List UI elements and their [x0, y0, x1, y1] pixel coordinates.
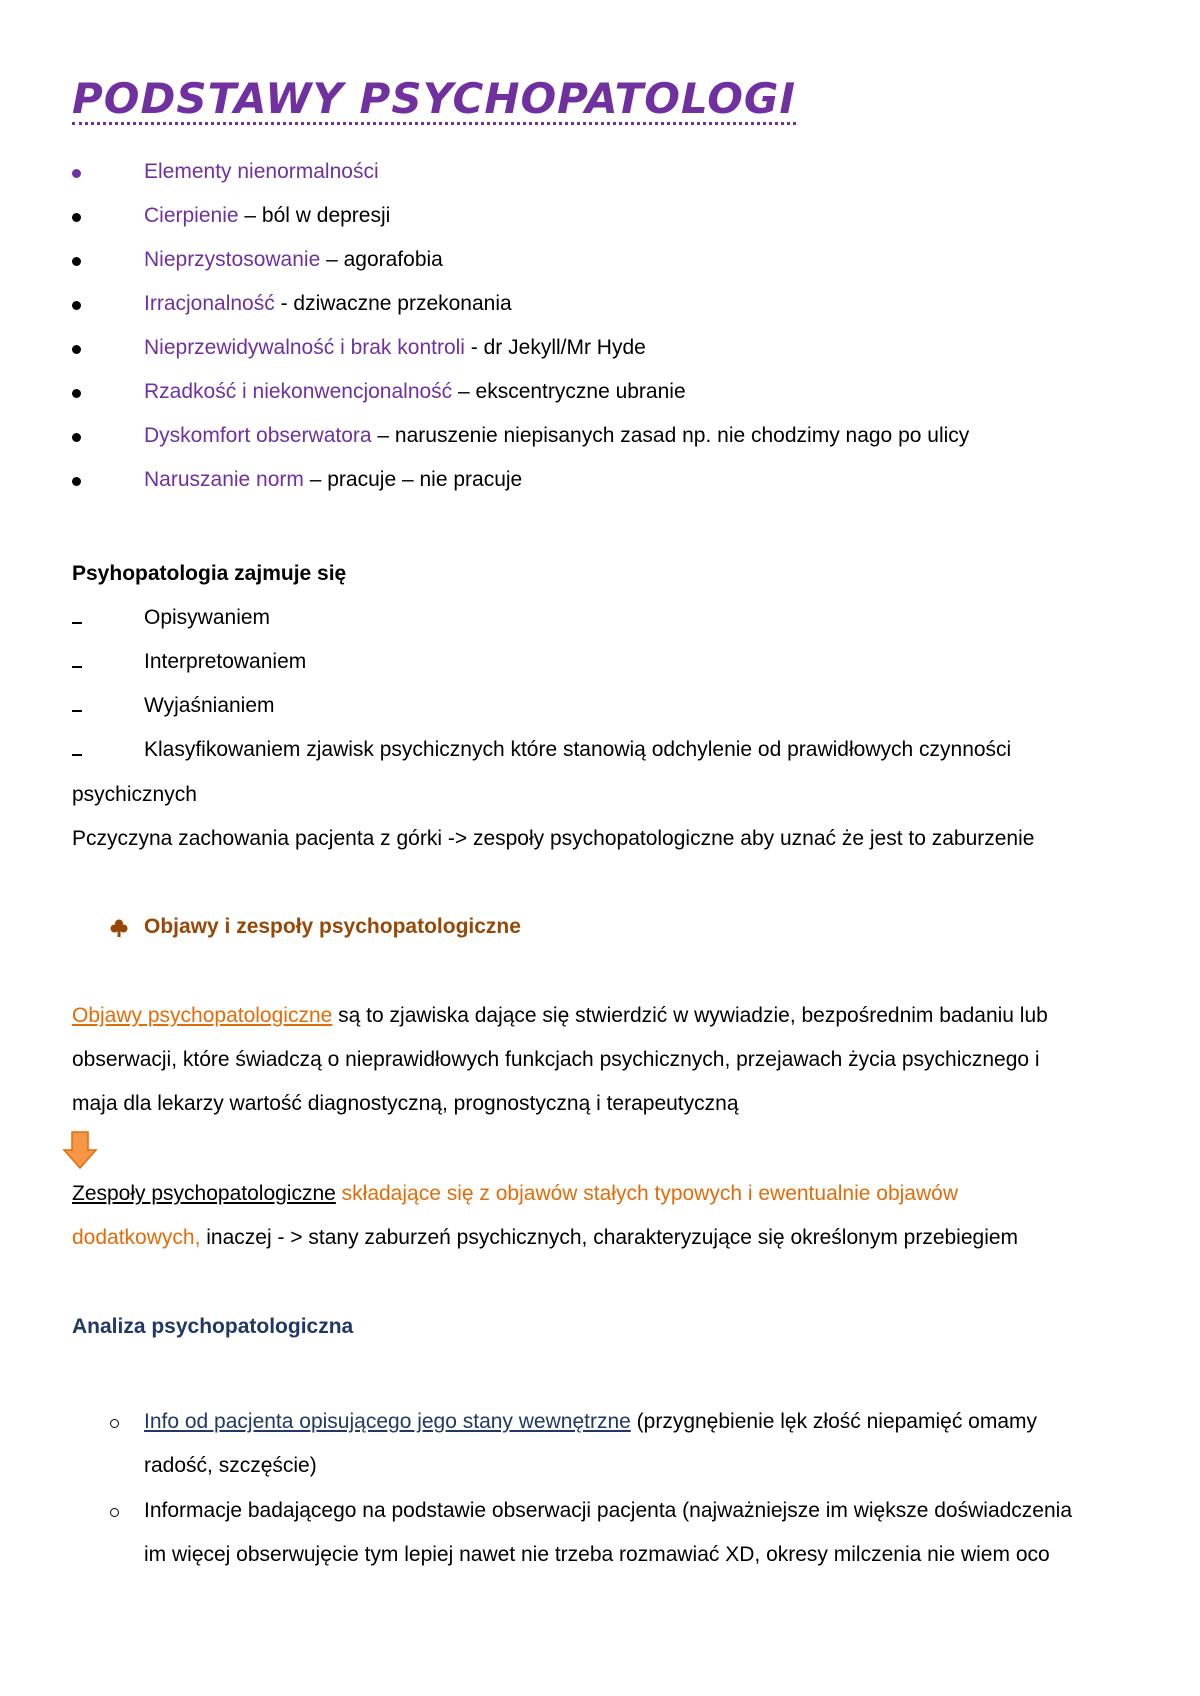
- list-item-text: - dr Jekyll/Mr Hyde: [464, 336, 646, 359]
- list-item-text: radość, szczęście): [144, 1454, 317, 1477]
- bullet-icon: [72, 389, 81, 398]
- list-item-text: – agorafobia: [320, 248, 443, 271]
- list-item-text: im więcej obserwujęcie tym lepiej nawet nie trzeba rozmawiać XD, okresy milczenia nie wiem oco: [144, 1543, 1050, 1566]
- paragraph-line: obserwacji, które świadczą o nieprawidłowych funkcjach psychicznych, przejawach życia psychicznego i: [72, 1048, 1040, 1071]
- list-item-text: Informacje badającego na podstawie obserwacji pacjenta (najważniejsze im większe doświadczenia: [144, 1499, 1072, 1522]
- list-item-term: Nieprzystosowanie: [144, 248, 321, 271]
- term-zespoly: Zespoły psychopatologiczne: [72, 1182, 336, 1205]
- bullet-icon: [72, 213, 81, 222]
- list-item-text: Wyjaśnianiem: [144, 694, 275, 717]
- paragraph-line: [72, 1002, 1048, 1030]
- bullet-icon: [72, 301, 81, 310]
- section-heading: Psyhopatologia zajmuje się: [72, 562, 347, 585]
- paragraph-text: są to zjawiska dające się stwierdzić w wywiadzie, bezpośrednim badaniu lub: [332, 1004, 1048, 1027]
- cross-bullet-icon: [110, 917, 128, 945]
- list-item-term: Dyskomfort obserwatora: [144, 424, 372, 447]
- paragraph-line: [72, 1224, 1018, 1252]
- list-item-text: Interpretowaniem: [144, 650, 307, 673]
- paragraph-text: składające się z objawów stałych typowych i ewentualnie objawów: [335, 1182, 958, 1205]
- list-item-term: Rzadkość i niekonwencjonalność: [144, 380, 453, 403]
- list-item-term: Elementy nienormalności: [144, 160, 379, 183]
- bullet-icon: [72, 433, 81, 442]
- page-title: PODSTAWY PSYCHOPATOLOGI: [72, 74, 797, 123]
- dash-icon: [72, 622, 82, 624]
- term-objawy: Objawy psychopatologiczne: [72, 1004, 333, 1027]
- list-item-text: – ekscentryczne ubranie: [452, 380, 686, 403]
- bullet-icon: [72, 477, 81, 486]
- paragraph-text: dodatkowych,: [72, 1226, 201, 1249]
- down-arrow-icon: [62, 1130, 98, 1175]
- paragraph-line: maja dla lekarzy wartość diagnostyczną, prognostyczną i terapeutyczną: [72, 1092, 739, 1115]
- info-link[interactable]: Info od pacjenta opisującego jego stany wewnętrzne: [144, 1410, 631, 1433]
- list-item-continuation: psychicznych: [72, 783, 197, 806]
- paragraph-text: inaczej - > stany zaburzeń psychicznych, charakteryzujące się określonym przebiegiem: [200, 1226, 1019, 1249]
- bullet-icon: [72, 345, 81, 354]
- bullet-icon: [72, 257, 81, 266]
- circle-bullet-icon: [110, 1508, 119, 1517]
- list-item-text: Klasyfikowaniem zjawisk psychicznych które stanowią odchylenie od prawidłowych czynności: [144, 738, 1012, 761]
- bullet-icon: [72, 169, 81, 178]
- cause-note: Pczyczyna zachowania pacjenta z górki -> zespoły psychopatologiczne aby uznać że jest to zaburzenie: [72, 827, 1035, 850]
- section-heading: Objawy i zespoły psychopatologiczne: [144, 915, 521, 938]
- paragraph-line: [72, 1180, 958, 1208]
- dash-icon: [72, 710, 82, 712]
- list-item-text: (przygnębienie lęk złość niepamięć omamy: [630, 1410, 1038, 1433]
- list-item-text: – ból w depresji: [238, 204, 391, 227]
- list-item-text: Opisywaniem: [144, 606, 271, 629]
- list-item-term: Nieprzewidywalność i brak kontroli: [144, 336, 465, 359]
- list-item-text: - dziwaczne przekonania: [274, 292, 512, 315]
- list-item-term: Cierpienie: [144, 204, 239, 227]
- section-heading: Analiza psychopatologiczna: [72, 1315, 354, 1338]
- list-item-term: Naruszanie norm: [144, 468, 304, 491]
- dash-icon: [72, 754, 82, 756]
- circle-bullet-icon: [110, 1419, 119, 1428]
- list-item-term: Irracjonalność: [144, 292, 275, 315]
- list-item-text: – pracuje – nie pracuje: [303, 468, 523, 491]
- list-item-text: – naruszenie niepisanych zasad np. nie chodzimy nago po ulicy: [371, 424, 970, 447]
- dash-icon: [72, 666, 82, 668]
